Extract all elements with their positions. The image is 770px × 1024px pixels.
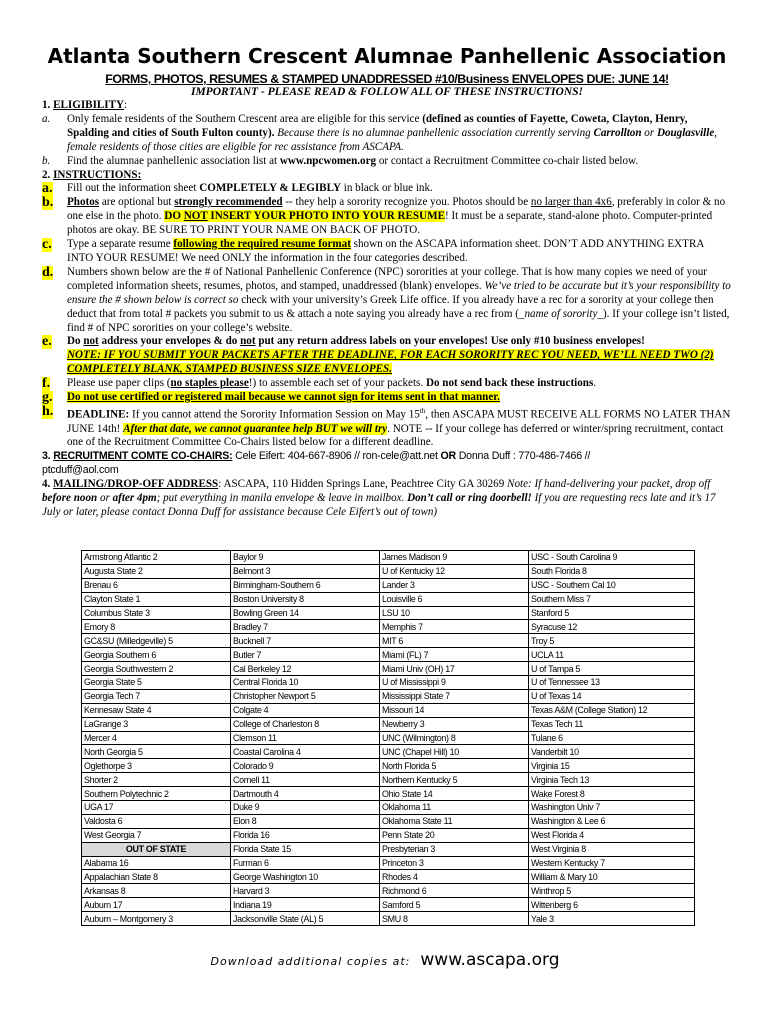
college-cell: Yale 3	[529, 912, 695, 926]
college-cell: North Florida 5	[380, 759, 529, 773]
college-cell: Emory 8	[82, 620, 231, 634]
college-cell: William & Mary 10	[529, 870, 695, 884]
college-cell: Bowling Green 14	[231, 606, 380, 620]
college-cell: Butler 7	[231, 648, 380, 662]
college-cell: West Virginia 8	[529, 842, 695, 856]
table-row	[82, 787, 695, 801]
college-cell: Auburn – Montgomery 3	[82, 912, 231, 926]
table-row	[82, 689, 695, 703]
college-cell: Elon 8	[231, 814, 380, 828]
table-row	[82, 564, 695, 578]
college-cell: Cornell 11	[231, 773, 380, 787]
contact-email: ptcduff@aol.com	[42, 464, 119, 477]
college-cell: Vanderbilt 10	[529, 745, 695, 759]
college-cell: Southern Polytechnic 2	[82, 787, 231, 801]
college-cell: UNC (Wilmington) 8	[380, 731, 529, 745]
college-cell: College of Charleston 8	[231, 717, 380, 731]
college-sorority-table	[81, 550, 695, 926]
college-cell: GC&SU (Milledgeville) 5	[82, 634, 231, 648]
college-cell: Oglethorpe 3	[82, 759, 231, 773]
college-cell: SMU 8	[380, 912, 529, 926]
college-cell: Columbus State 3	[82, 606, 231, 620]
page-title: Atlanta Southern Crescent Alumnae Panhellenic Association	[47, 44, 727, 68]
college-cell: Augusta State 2	[82, 564, 231, 578]
college-cell: Bucknell 7	[231, 634, 380, 648]
college-cell: Dartmouth 4	[231, 787, 380, 801]
table-row	[82, 703, 695, 717]
college-cell: Princeton 3	[380, 856, 529, 870]
table-row	[82, 662, 695, 676]
table-row	[82, 898, 695, 912]
college-cell: Arkansas 8	[82, 884, 231, 898]
instructions-heading: 2. INSTRUCTIONS:	[42, 168, 142, 181]
late-packet-note: NOTE: IF YOU SUBMIT YOUR PACKETS AFTER THE DEADLINE, FOR EACH SORORITY REC YOU NEED, WE’LL NEED TWO (2) COMPLETELY BLANK, STAMPED BUSINESS SIZE ENVELOPES.	[67, 349, 714, 376]
college-cell: Coastal Carolina 4	[231, 745, 380, 759]
college-cell: Texas Tech 11	[529, 717, 695, 731]
download-label: Download additional copies at:	[210, 955, 411, 968]
college-cell: Georgia Southern 6	[82, 648, 231, 662]
college-cell: UCLA 11	[529, 648, 695, 662]
college-cell: Florida State 15	[231, 842, 380, 856]
college-cell: Georgia Tech 7	[82, 689, 231, 703]
college-cell: Cal Berkeley 12	[231, 662, 380, 676]
college-cell: Kennesaw State 4	[82, 703, 231, 717]
college-cell: Duke 9	[231, 801, 380, 815]
college-cell: U of Tampa 5	[529, 662, 695, 676]
college-cell: Presbyterian 3	[380, 842, 529, 856]
document	[42, 44, 732, 520]
college-cell: Shorter 2	[82, 773, 231, 787]
footer	[0, 950, 770, 970]
college-cell: Alabama 16	[82, 856, 231, 870]
eligibility-heading: 1. ELIGIBILITY:	[42, 99, 128, 111]
instruction-item-h: h. DEADLINE: If you cannot attend the Sorority Information Session on May 15th, then ASCAPA MUST RECEIVE ALL FORMS NO LATER THAN JUNE 14th! After that date, we cannot guarantee help BUT we will try. NOTE -- If your college has deferred or winter/spring recruitment, contact one of the Recruitment Committee Co-Chairs listed below for a different deadline.	[42, 403, 731, 449]
table-row	[82, 842, 695, 856]
college-cell: Virginia 15	[529, 759, 695, 773]
college-cell: Boston University 8	[231, 592, 380, 606]
college-cell: Central Florida 10	[231, 676, 380, 690]
college-cell: Florida 16	[231, 828, 380, 842]
table-row	[82, 634, 695, 648]
instruction-item-c: c. Type a separate resume following the required resume format shown on the ASCAPA information sheet. DON’T ADD ANYTHING EXTRA INTO YOUR RESUME! We need ONLY the information in the four categories described.	[42, 237, 704, 264]
instruction-item-b: b. Photos are optional but strongly recommended -- they help a sorority recognize you. Photos should be no larger than 4x6, preferably in color & no one else in the photo. DO NOT INSERT YOUR PHOTO INTO YOUR RESUME! It must be a separate, stand-alone photo. Computer-printed photos are okay. BE SURE TO PRINT YOUR NAME ON BACK OF PHOTO.	[42, 195, 726, 237]
instruction-item-e: e. Do not address your envelopes & do not put any return address labels on your envelopes! Use only #10 business envelopes! NOTE: IF YOU SUBMIT YOUR PACKETS AFTER THE DEADLINE, FOR EACH SORORITY REC YOU NEED, WE’LL NEED TWO (2) COMPLETELY BLANK, STAMPED BUSINESS SIZE ENVELOPES.	[42, 334, 714, 376]
college-cell: U of Kentucky 12	[380, 564, 529, 578]
college-cell: U of Texas 14	[529, 689, 695, 703]
table-row	[82, 759, 695, 773]
college-cell: Appalachian State 8	[82, 870, 231, 884]
college-cell: Texas A&M (College Station) 12	[529, 703, 695, 717]
instruction-item-a: a. Fill out the information sheet COMPLETELY & LEGIBLY in black or blue ink.	[42, 181, 433, 197]
table-row	[82, 884, 695, 898]
college-cell: Virginia Tech 13	[529, 773, 695, 787]
table-row	[82, 551, 695, 565]
college-cell: Western Kentucky 7	[529, 856, 695, 870]
college-cell: Baylor 9	[231, 551, 380, 565]
college-cell: Mercer 4	[82, 731, 231, 745]
college-cell: LSU 10	[380, 606, 529, 620]
website-link[interactable]: www.ascapa.org	[420, 950, 560, 970]
instructions-body	[42, 99, 732, 520]
college-cell: Tulane 6	[529, 731, 695, 745]
college-cell: South Florida 8	[529, 564, 695, 578]
eligibility-item-a: a. Only female residents of the Southern Crescent area are eligible for this service (defined as counties of Fayette, Coweta, Clayton, Henry, Spalding and cities of South Fulton county). Because there is no alumnae panhellenic association currently serving Carrollton or Douglasville, female residents of those cities are eligible for rec assistance from ASCAPA.	[42, 112, 718, 153]
college-cell: U of Mississippi 9	[380, 676, 529, 690]
recruitment-contacts: 3. RECRUITMENT COMTE CO-CHAIRS: Cele Eifert: 404-667-8906 // ron-cele@att.net OR Donna Duff : 770-486-7466 // ptcduff@aol.com	[42, 450, 591, 477]
college-cell: Georgia State 5	[82, 676, 231, 690]
table-row	[82, 828, 695, 842]
table-row	[82, 801, 695, 815]
college-cell: Birmingham-Southern 6	[231, 578, 380, 592]
college-cell: LaGrange 3	[82, 717, 231, 731]
college-cell: George Washington 10	[231, 870, 380, 884]
college-cell: U of Tennessee 13	[529, 676, 695, 690]
college-cell: Miami (FL) 7	[380, 648, 529, 662]
college-cell: Penn State 20	[380, 828, 529, 842]
college-cell: North Georgia 5	[82, 745, 231, 759]
college-cell: Washington & Lee 6	[529, 814, 695, 828]
college-cell: USC - South Carolina 9	[529, 551, 695, 565]
college-cell: Richmond 6	[380, 884, 529, 898]
table-row	[82, 592, 695, 606]
college-cell: Samford 5	[380, 898, 529, 912]
college-table-body	[82, 551, 695, 926]
college-cell: Missouri 14	[380, 703, 529, 717]
college-cell: Jacksonville State (AL) 5	[231, 912, 380, 926]
college-cell: Furman 6	[231, 856, 380, 870]
table-row	[82, 578, 695, 592]
instruction-item-d: d. Numbers shown below are the # of National Panhellenic Conference (NPC) sororities at your college. That is how many copies we need of your completed information sheets, resumes, photos, and stamped, unaddressed (blank) envelopes. We’ve tried to be accurate but it’s your responsibility to ensure the # shown below is correct so check with your university’s Greek Life office. If you already have a rec for a sorority at your college then deduct that from total # packets you submit to us & attach a note saying you already have a rec from (_name of sorority_). If your college isn’t listed, find # of NPC sororities on your college’s website.	[42, 264, 731, 334]
important-notice: IMPORTANT - PLEASE READ & FOLLOW ALL OF THESE INSTRUCTIONS!	[190, 86, 584, 98]
college-cell: UNC (Chapel Hill) 10	[380, 745, 529, 759]
table-row	[82, 676, 695, 690]
college-cell: Belmont 3	[231, 564, 380, 578]
college-cell: Valdosta 6	[82, 814, 231, 828]
college-cell: Louisville 6	[380, 592, 529, 606]
college-cell: Georgia Southwestern 2	[82, 662, 231, 676]
college-cell: Armstrong Atlantic 2	[82, 551, 231, 565]
college-cell: Indiana 19	[231, 898, 380, 912]
college-cell: USC - Southern Cal 10	[529, 578, 695, 592]
college-cell: Brenau 6	[82, 578, 231, 592]
table-row	[82, 745, 695, 759]
college-cell: Lander 3	[380, 578, 529, 592]
college-cell: Colgate 4	[231, 703, 380, 717]
college-cell: Newberry 3	[380, 717, 529, 731]
college-cell: West Georgia 7	[82, 828, 231, 842]
college-cell: UGA 17	[82, 801, 231, 815]
table-row	[82, 717, 695, 731]
college-cell: Southern Miss 7	[529, 592, 695, 606]
table-row	[82, 620, 695, 634]
table-row	[82, 606, 695, 620]
instruction-item-g: g. Do not use certified or registered mail because we cannot sign for items sent in that manner.	[42, 390, 500, 406]
college-cell: Bradley 7	[231, 620, 380, 634]
college-cell: Northern Kentucky 5	[380, 773, 529, 787]
college-cell: Christopher Newport 5	[231, 689, 380, 703]
college-cell: Oklahoma 11	[380, 801, 529, 815]
college-cell: Wittenberg 6	[529, 898, 695, 912]
college-cell: Clemson 11	[231, 731, 380, 745]
due-date-line: FORMS, PHOTOS, RESUMES & STAMPED UNADDRESSED #10/Business ENVELOPES DUE: JUNE 14!	[105, 72, 669, 86]
college-cell: Stanford 5	[529, 606, 695, 620]
out-of-state-header: OUT OF STATE	[82, 842, 231, 856]
table-row	[82, 648, 695, 662]
college-cell: Troy 5	[529, 634, 695, 648]
college-cell: Clayton State 1	[82, 592, 231, 606]
college-cell: James Madison 9	[380, 551, 529, 565]
table-row	[82, 870, 695, 884]
college-cell: Winthrop 5	[529, 884, 695, 898]
instruction-item-f: f. Please use paper clips (no staples please!) to assemble each set of your packets. Do not send back these instructions.	[42, 376, 597, 392]
college-cell: Miami Univ (OH) 17	[380, 662, 529, 676]
table-row	[82, 731, 695, 745]
college-cell: Harvard 3	[231, 884, 380, 898]
college-cell: MIT 6	[380, 634, 529, 648]
college-cell: Auburn 17	[82, 898, 231, 912]
table-row	[82, 856, 695, 870]
table-row	[82, 773, 695, 787]
table-row	[82, 814, 695, 828]
college-cell: West Florida 4	[529, 828, 695, 842]
table-row	[82, 912, 695, 926]
college-cell: Wake Forest 8	[529, 787, 695, 801]
college-cell: Syracuse 12	[529, 620, 695, 634]
college-cell: Colorado 9	[231, 759, 380, 773]
eligibility-item-b: b. Find the alumnae panhellenic association list at www.npcwomen.org or contact a Recruitment Committee co-chair listed below.	[42, 154, 639, 167]
mailing-address: 4. MAILING/DROP-OFF ADDRESS: ASCAPA, 110 Hidden Springs Lane, Peachtree City GA 30269 Note: If hand-delivering your packet, drop off before noon or after 4pm; put everything in manila envelope & leave in mailbox. Don’t call or ring doorbell! If you are requesting recs late and it’s 17 July or later, please contact Donna Duff for assistance because Cele Eifert’s out of town)	[42, 478, 716, 518]
college-cell: Washington Univ 7	[529, 801, 695, 815]
college-cell: Oklahoma State 11	[380, 814, 529, 828]
college-cell: Ohio State 14	[380, 787, 529, 801]
college-cell: Mississippi State 7	[380, 689, 529, 703]
college-cell: Memphis 7	[380, 620, 529, 634]
college-cell: Rhodes 4	[380, 870, 529, 884]
